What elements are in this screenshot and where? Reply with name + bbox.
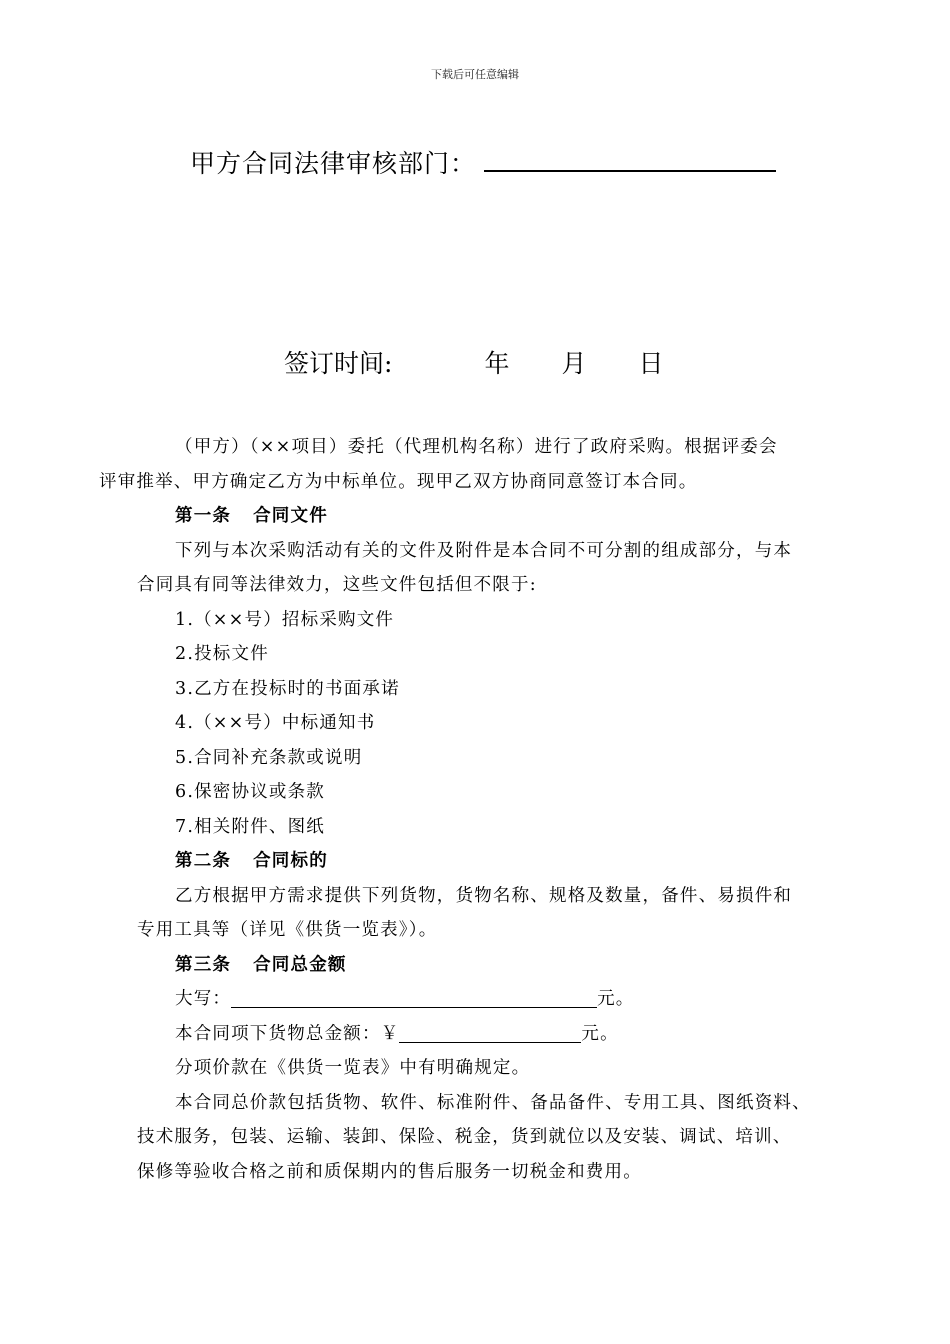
article3-daxie-line — [137, 982, 827, 1017]
article3-total-line-2: 技术服务，包装、运输、装卸、保险、税金，货到就位以及安装、调试、培训、 — [137, 1127, 792, 1147]
amount-unit: 元。 — [581, 1023, 619, 1044]
sign-date-month: 月 — [561, 349, 587, 378]
article1-item-5: 5.合同补充条款或说明 — [175, 747, 363, 768]
article3-amount-line — [137, 1017, 827, 1052]
legal-review-label: 甲方合同法律审核部门： — [190, 149, 477, 178]
article2-line-2: 专用工具等（详见《供货一览表》）。 — [137, 920, 438, 940]
amount-label: 本合同项下货物总金额：￥ — [175, 1023, 400, 1044]
daxie-blank — [231, 987, 597, 1008]
daxie-unit: 元。 — [597, 989, 635, 1009]
article2-title: 合同标的 — [253, 851, 328, 871]
article1-item-2: 2.投标文件 — [175, 644, 269, 664]
article1-line-2: 合同具有同等法律效力，这些文件包括但不限于: — [137, 575, 537, 595]
article1-item-1: 1.（××号）招标采购文件 — [175, 609, 395, 630]
article3-total-line-3: 保修等验收合格之前和质保期内的售后服务一切税金和费用。 — [137, 1161, 642, 1182]
sign-date-day: 日 — [638, 349, 664, 378]
article2-line-1: 乙方根据甲方需求提供下列货物，货物名称、规格及数量，备件、易损件和 — [175, 885, 793, 906]
header-note: 下载后可任意编辑 — [431, 68, 519, 81]
article3-total-line-1: 本合同总价款包括货物、软件、标准附件、备品备件、专用工具、图纸资料、 — [175, 1092, 811, 1113]
intro-line-2: 评审推举、甲方确定乙方为中标单位。现甲乙双方协商同意签订本合同。 — [99, 471, 698, 492]
article1-item-7: 7.相关附件、图纸 — [175, 816, 325, 837]
article1-title: 合同文件 — [253, 506, 328, 526]
article3-number: 第三条 — [175, 954, 232, 975]
article1-line-1: 下列与本次采购活动有关的文件及附件是本合同不可分割的组成部分，与本 — [175, 540, 793, 561]
sign-date-label: 签订时间: — [284, 349, 393, 378]
article1-heading — [137, 499, 827, 534]
article3-itemized: 分项价款在《供货一览表》中有明确规定。 — [175, 1058, 531, 1078]
article3-title: 合同总金额 — [253, 954, 347, 975]
article2-number: 第二条 — [175, 851, 232, 871]
article3-heading — [137, 948, 827, 983]
legal-review-line — [190, 144, 776, 180]
contract-body — [99, 430, 827, 1189]
daxie-label: 大写： — [175, 989, 232, 1009]
article2-heading — [137, 844, 827, 879]
article1-number: 第一条 — [175, 506, 232, 526]
amount-blank — [399, 1022, 581, 1043]
legal-review-blank — [484, 146, 776, 172]
sign-date-year: 年 — [484, 349, 510, 378]
sign-date-line — [284, 344, 663, 380]
article1-item-4: 4.（××号）中标通知书 — [175, 713, 376, 733]
article1-item-3: 3.乙方在投标时的书面承诺 — [175, 678, 400, 699]
article1-item-6: 6.保密协议或条款 — [175, 782, 325, 802]
intro-line-1: （甲方）（××项目）委托（代理机构名称）进行了政府采购。根据评委会 — [175, 437, 778, 457]
